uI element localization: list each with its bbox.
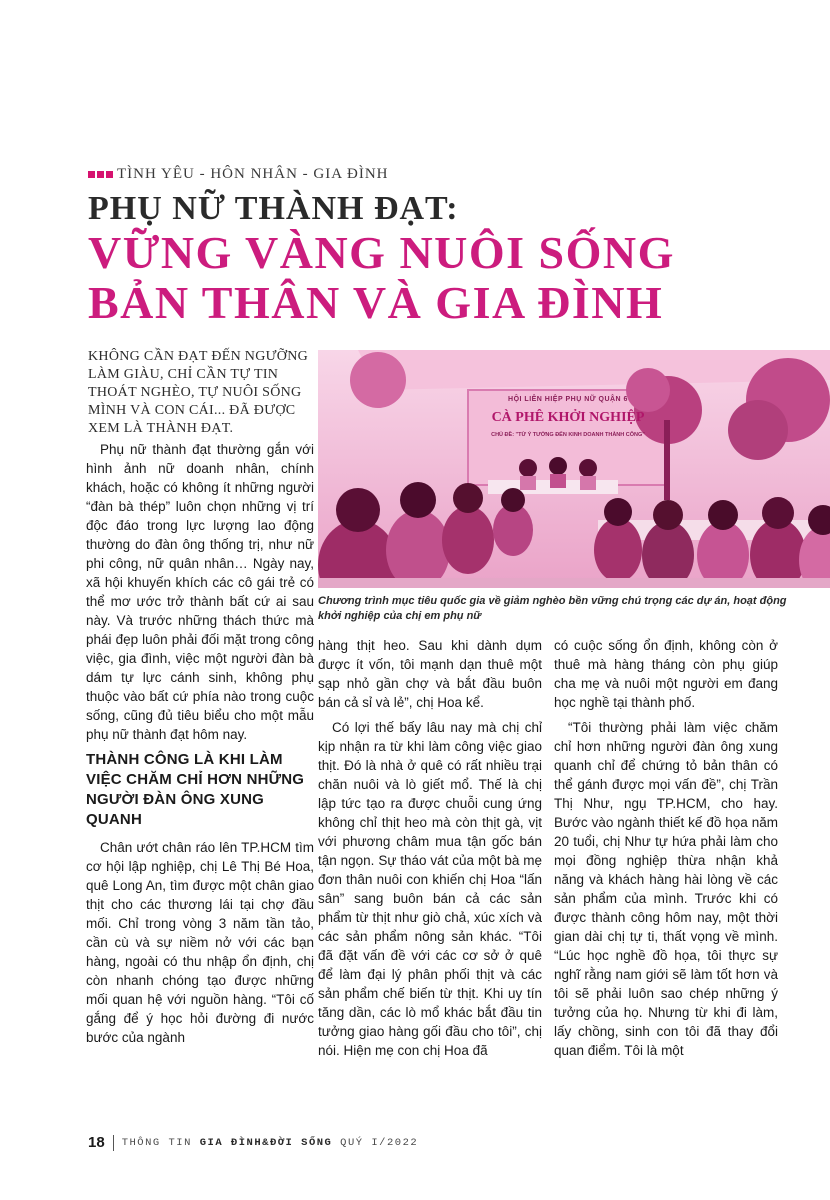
- photo-illustration: [318, 350, 830, 588]
- publication-name-part-2: GIA ĐÌNH: [199, 1136, 263, 1149]
- section-squares-icon: [88, 171, 113, 178]
- page-footer: [88, 1134, 418, 1151]
- photo-banner-main: CÀ PHÊ KHỞI NGHIỆP: [491, 410, 645, 425]
- article-column-1: [86, 440, 314, 1053]
- column-3-paragraph-2: “Tôi thường phải làm việc chăm chỉ hơn những người đàn ông xung quanh chỉ để chứng tỏ bản thân có thể gánh được mọi vấn đề”, chị Trần Thị Như, ngụ TP.HCM, cho hay. Bước vào ngành thiết kế đồ họa năm 20 tuổi, chị Như tự hứa phải làm cho mọi đồng nghiệp thừa nhận khả năng và khách hàng hài lòng về các sản phẩm của mình. Trước khi có được thành công hôm nay, một thời gian dài chị tự ti, thất vọng về mình. “Lúc học nghề đồ họa, tôi thực sự nghĩ rằng nam giới sẽ làm tốt hơn và tôi sẽ phải luôn sao chép những ý tưởng của họ. Nhưng từ khi đi làm, lấy chồng, sinh con tôi đã thay đổi quan điểm. Tôi là một: [554, 720, 778, 1058]
- column-2-paragraph-2: Có lợi thế bấy lâu nay mà chị chỉ kịp nhận ra từ khi làm công việc giao thịt. Đó là nhà ở quê có rất nhiều trại chăn nuôi và lò giết mổ. Thế là chị lập tức tạo ra được chuỗi cung ứng không chỉ thịt heo mà còn thịt gà, vịt với phương châm mua tận gốc bán tận ngọn. Sự tháo vát của một bà mẹ đơn thân nuôi con khiến chị Hoa “lấn sân” sang buôn bán cả các sản phẩm từ thịt như giò chả, xúc xích và các sản phẩm nông sản khác. “Tôi đã đặt vấn đề với các cơ sở ở quê để làm đại lý phân phối thịt và các sản phẩm chế biến từ thịt. Khi uy tín tăng dần, các lò mổ khác bắt đầu tin tưởng giao hàng gối đầu cho tôi”, chị nói. Hiện mẹ con chị Hoa đã: [318, 720, 542, 1058]
- article-title-line-2: BẢN THÂN VÀ GIA ĐÌNH: [88, 277, 664, 328]
- column-3-paragraph-1: có cuộc sống ổn định, không còn ở thuê mà hàng tháng còn phụ giúp cha mẹ và nuôi một người em đang học nghề tại thành phố.: [554, 638, 778, 710]
- article-lead: KHÔNG CẦN ĐẠT ĐẾN NGƯỠNG LÀM GIÀU, CHỈ CẦN TỰ TIN THOÁT NGHÈO, TỰ NUÔI SỐNG MÌNH VÀ CON CÁI... ĐÃ ĐƯỢC XEM LÀ THÀNH ĐẠT.: [88, 349, 309, 436]
- footer-divider: [113, 1135, 114, 1151]
- article-title-line-1: VỮNG VÀNG NUÔI SỐNG: [88, 227, 675, 278]
- article-column-2: [318, 636, 542, 1066]
- column-2-paragraph-1: hàng thịt heo. Sau khi dành dụm được ít vốn, tôi mạnh dạn thuê một sạp nhỏ gần chợ và bắt đầu buôn bán cả sỉ và lẻ”, chị Hoa kể.: [318, 638, 542, 710]
- article-subhead: THÀNH CÔNG LÀ KHI LÀM VIỆC CHĂM CHỈ HƠN NHỮNG NGƯỜI ĐÀN ÔNG XUNG QUANH: [86, 751, 305, 828]
- photo-caption: Chương trình mục tiêu quốc gia về giảm nghèo bền vững chú trọng các dự án, hoạt động khởi nghiệp của chị em phụ nữ: [318, 595, 787, 622]
- publication-name: [122, 1137, 419, 1149]
- article-title-kicker: PHỤ NỮ THÀNH ĐẠT:: [88, 190, 459, 227]
- article-title: [88, 228, 808, 328]
- section-header: [88, 166, 389, 183]
- publication-name-part-3: &ĐỜI SỐNG: [262, 1136, 333, 1149]
- publication-issue: QUÝ I/2022: [340, 1136, 419, 1149]
- article-column-3: [554, 636, 778, 1066]
- section-label: TÌNH YÊU - HÔN NHÂN - GIA ĐÌNH: [117, 166, 389, 182]
- column-1-paragraph-1: Phụ nữ thành đạt thường gắn với hình ảnh nữ doanh nhân, chính khách, hoặc có không ít những người “đàn bà thép” luôn chọn những vị trí độc đáo trong lực lượng lao động thường do đàn ông thống trị, như nữ phi công, nữ quân nhân… Ngày nay, xã hội khuyến khích các cô gái trẻ có thể mơ ước trở thành bất cứ ai sau này. Và trước những thách thức mà phái đẹp luôn phải đối mặt trong công việc, gia đình, việc một người đàn bà dám tự lực cánh sinh, không phụ thuộc vào bất cứ phía nào trong cuộc sống, cũng đủ tiêu biểu cho một mẫu phụ nữ thành đạt hôm nay.: [86, 442, 314, 742]
- article-photo: [318, 350, 830, 588]
- column-1-paragraph-2: Chân ướt chân ráo lên TP.HCM tìm cơ hội lập nghiệp, chị Lê Thị Bé Hoa, quê Long An, tìm được một chân giao thịt cho các thương lái tại chợ đầu mối. Chỉ trong vòng 3 năm tần tảo, cần cù và sự niềm nở với các bạn hàng, ngoài có thu nhập ổn định, chị còn nhanh chóng tạo được những mối quan hệ với nguồn hàng. “Tôi cố gắng để ý học hỏi đường đi nước bước của ngành: [86, 840, 314, 1045]
- photo-banner-sub: CHỦ ĐỀ: "TỪ Ý TƯỞNG ĐẾN KINH DOANH THÀNH CÔNG": [491, 432, 645, 438]
- publication-name-part-1: THÔNG TIN: [121, 1136, 192, 1149]
- page-number: 18: [88, 1134, 105, 1151]
- photo-banner-top: HỘI LIÊN HIỆP PHỤ NỮ QUẬN 6: [508, 396, 628, 403]
